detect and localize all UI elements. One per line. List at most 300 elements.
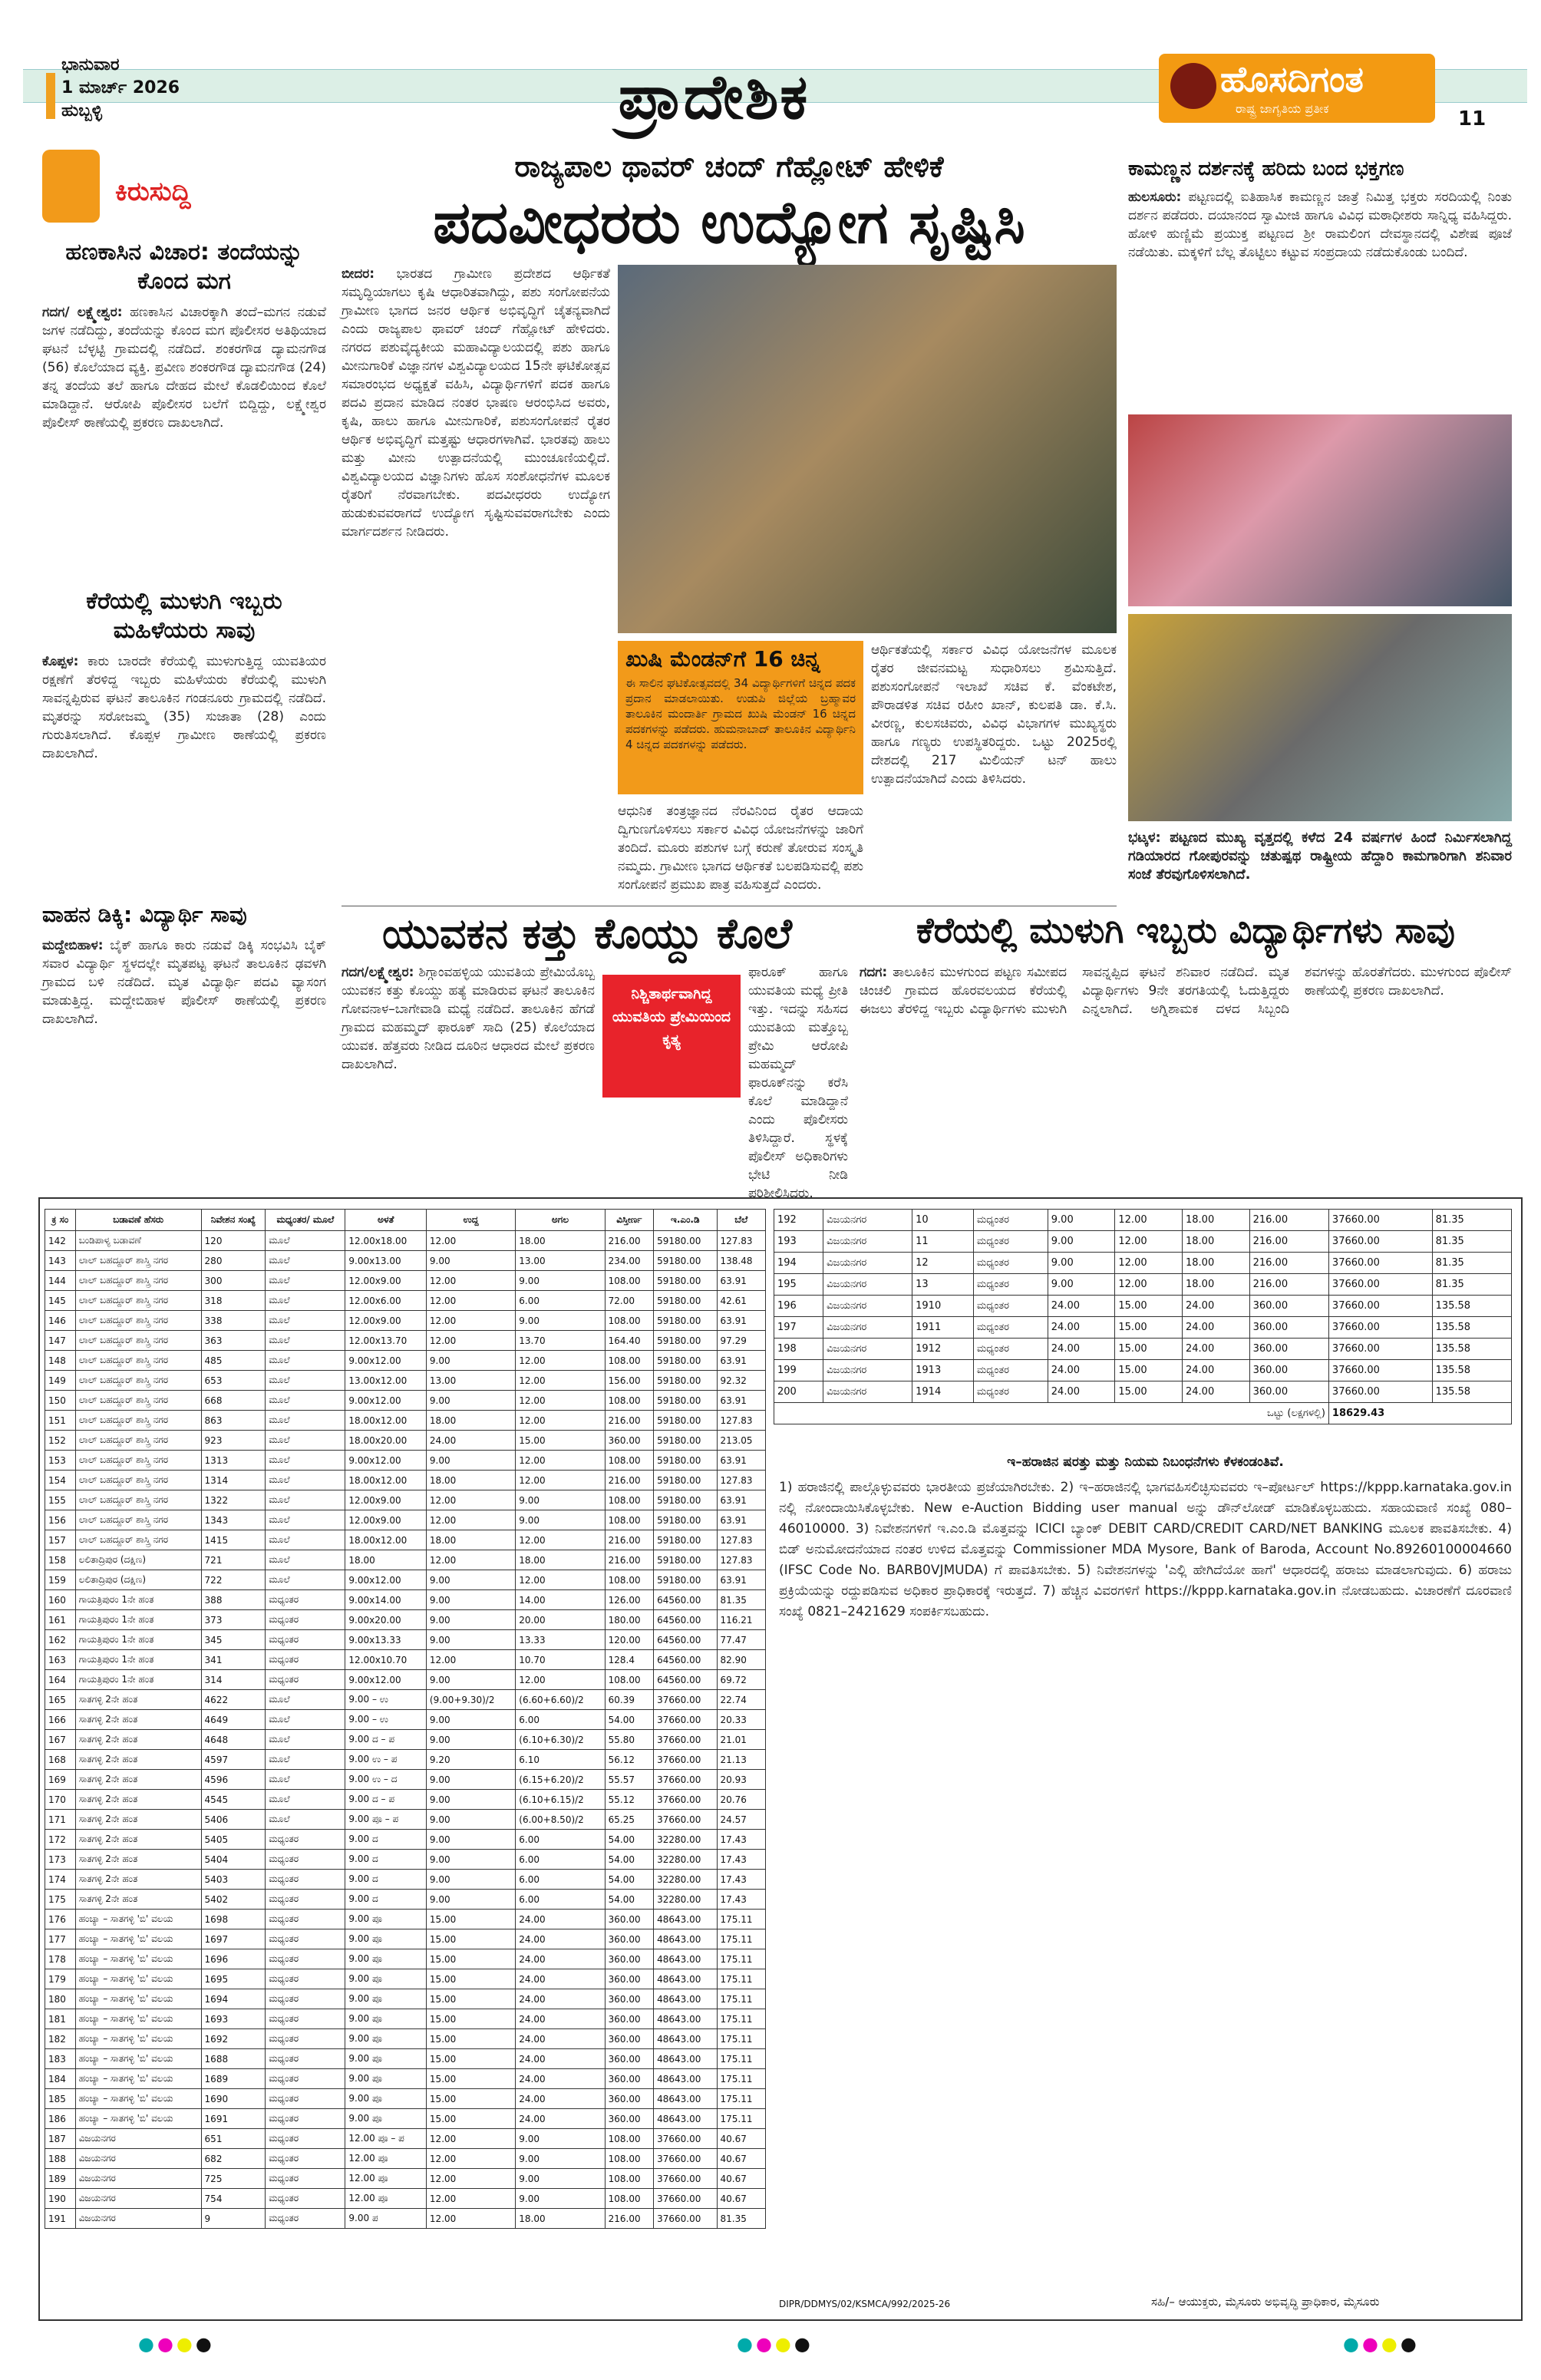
table-cell: 18.00	[426, 1411, 515, 1431]
table-cell: 314	[201, 1670, 266, 1690]
main-headline: ಪದವೀಧರರು ಉದ್ಯೋಗ ಸೃಷ್ಟಿಸಿ	[433, 188, 1025, 256]
table-cell: 360.00	[605, 1431, 653, 1451]
table-cell: 280	[201, 1251, 266, 1271]
table-cell: 12.00	[426, 1650, 515, 1670]
table-cell: 69.72	[717, 1670, 766, 1690]
table-cell: 5402	[201, 1890, 266, 1910]
table-cell: 12.00	[516, 1391, 605, 1411]
table-cell: 37660.00	[654, 2129, 717, 2149]
table-cell: 1322	[201, 1490, 266, 1510]
table-cell: 176	[45, 1910, 76, 1929]
table-cell: 48643.00	[654, 2109, 717, 2129]
table-cell: 12.00x13.70	[345, 1331, 427, 1351]
table-cell: 363	[201, 1331, 266, 1351]
table-cell: 9.00	[426, 1830, 515, 1850]
table-cell: ಹಂಚ್ಯಾ – ಸಾತಗಳ್ಳಿ 'ಬಿ' ವಲಯ	[75, 2029, 201, 2049]
table-cell: 216.00	[605, 1411, 653, 1431]
table-cell: 9.00	[426, 1351, 515, 1371]
table-cell: ಲಾಲ್ ಬಹದ್ದೂರ್ ಶಾಸ್ತ್ರಿ ನಗರ	[75, 1490, 201, 1510]
table-cell: 24.00	[1048, 1381, 1115, 1403]
table-cell: 135.58	[1432, 1360, 1511, 1381]
table-cell: 9.00x12.00	[345, 1351, 427, 1371]
table-cell: 54.00	[605, 1890, 653, 1910]
table-cell: 59180.00	[654, 1411, 717, 1431]
table-cell: 9.00	[426, 1251, 515, 1271]
table-cell: 63.91	[717, 1510, 766, 1530]
table-cell: 173	[45, 1850, 76, 1870]
table-cell: 12.00	[426, 2149, 515, 2169]
dateline-block	[61, 54, 180, 123]
table-cell: 59180.00	[654, 1331, 717, 1351]
table-cell: 360.00	[1249, 1339, 1328, 1360]
convocation-photo	[618, 265, 1117, 633]
table-cell: 59180.00	[654, 1311, 717, 1331]
table-row	[45, 1890, 766, 1910]
table-cell: 9	[201, 2209, 266, 2229]
table-cell: 12.00x9.00	[345, 1510, 427, 1530]
table-cell: ವಿಜಯನಗರ	[823, 1231, 912, 1253]
table-cell: 81.35	[1432, 1274, 1511, 1296]
table-row	[45, 1790, 766, 1810]
table-cell: ವಿಜಯನಗರ	[75, 2129, 201, 2149]
table-cell: ಮೂಲೆ	[266, 1690, 345, 1710]
table-cell: 48643.00	[654, 1949, 717, 1969]
table-cell: 388	[201, 1590, 266, 1610]
table-cell: ಲಾಲ್ ಬಹದ್ದೂರ್ ಶಾಸ್ತ್ರಿ ನಗರ	[75, 1331, 201, 1351]
table-cell: 48643.00	[654, 1910, 717, 1929]
table-cell: 1697	[201, 1929, 266, 1949]
table-cell: 15.00	[426, 1969, 515, 1989]
table-cell: ಹಂಚ್ಯಾ – ಸಾತಗಳ್ಳಿ 'ಬಿ' ವಲಯ	[75, 2009, 201, 2029]
table-cell: 360.00	[605, 1969, 653, 1989]
table-header: ಕ್ರ ಸಂ	[45, 1210, 76, 1231]
table-row	[45, 1830, 766, 1850]
drown-headline: ಕೆರೆಯಲ್ಲಿ ಮುಳುಗಿ ಇಬ್ಬರು ವಿದ್ಯಾರ್ಥಿಗಳು ಸಾವು	[916, 909, 1455, 951]
table-cell: 160	[45, 1590, 76, 1610]
table-cell: 48643.00	[654, 1929, 717, 1949]
table-cell: 186	[45, 2109, 76, 2129]
table-cell: 9.00	[516, 2189, 605, 2209]
table-cell: 48643.00	[654, 2009, 717, 2029]
table-cell: ಹಂಚ್ಯಾ – ಸಾತಗಳ್ಳಿ 'ಬಿ' ವಲಯ	[75, 1949, 201, 1969]
table-cell: 9.00 ಪೂ	[345, 2049, 427, 2069]
table-row	[45, 1550, 766, 1570]
table-cell: ಗಾಯತ್ರಿಪುರಂ 1ನೇ ಹಂತ	[75, 1610, 201, 1630]
khushi-title: ಖುಷಿ ಮೆಂಡನ್‌ಗೆ 16 ಚಿನ್ನ	[625, 646, 820, 672]
table-cell: 9.00	[516, 1311, 605, 1331]
table-cell: 12.00 ಪೂ – ಪ	[345, 2129, 427, 2149]
table-cell: 37660.00	[654, 1790, 717, 1810]
table-cell: 56.12	[605, 1750, 653, 1770]
table-cell: 9.00	[426, 1451, 515, 1471]
table-cell: 24.00	[516, 2109, 605, 2129]
table-cell: 24.00	[516, 2089, 605, 2109]
table-row	[45, 1371, 766, 1391]
murder-pullquote: ನಿಶ್ಚಿತಾರ್ಥವಾಗಿದ್ದ ಯುವತಿಯ ಪ್ರೇಮಿಯಿಂದ ಕೃತ್ಯ	[602, 975, 741, 1098]
table-cell: 12.00x18.00	[345, 1231, 427, 1251]
table-cell: 15.00	[516, 1431, 605, 1451]
table-cell: ಮೂಲೆ	[266, 1371, 345, 1391]
table-cell: 59180.00	[654, 1251, 717, 1271]
table-row	[45, 1989, 766, 2009]
table-row	[45, 2129, 766, 2149]
table-cell: 32280.00	[654, 1850, 717, 1870]
table-cell: 144	[45, 1271, 76, 1291]
table-cell: 9.00 ಪೂ	[345, 2029, 427, 2049]
table-cell: ಮಧ್ಯಂತರ	[266, 2109, 345, 2129]
table-cell: ಮೂಲೆ	[266, 1271, 345, 1291]
table-cell: 60.39	[605, 1690, 653, 1710]
table-cell: ಮೂಲೆ	[266, 1710, 345, 1730]
table-cell: 128.4	[605, 1650, 653, 1670]
table-cell: ಮೂಲೆ	[266, 1311, 345, 1331]
table-cell: ಲಾಲ್ ಬಹದ್ದೂರ್ ಶಾಸ್ತ್ರಿ ನಗರ	[75, 1391, 201, 1411]
table-cell: 12.00	[426, 2169, 515, 2189]
table-cell: 1688	[201, 2049, 266, 2069]
table-cell: ಸಾತಗಳ್ಳಿ 2ನೇ ಹಂತ	[75, 1750, 201, 1770]
table-cell: 9.00 ದ	[345, 1830, 427, 1850]
murder-headline: ಯುವಕನ ಕತ್ತು ಕೊಯ್ದು ಕೊಲೆ	[382, 909, 792, 958]
table-cell: ಮಧ್ಯಂತರ	[266, 1850, 345, 1870]
table-cell: 18.00	[1183, 1210, 1250, 1231]
table-cell: 157	[45, 1530, 76, 1550]
table-cell: 20.33	[717, 1710, 766, 1730]
table-cell: 10	[912, 1210, 974, 1231]
table-cell: ಮಧ್ಯಂತರ	[973, 1210, 1048, 1231]
table-cell: ಮೂಲೆ	[266, 1790, 345, 1810]
total-value: 18629.43	[1328, 1403, 1511, 1424]
table-cell: 11	[912, 1231, 974, 1253]
table-cell: 9.00	[426, 1770, 515, 1790]
table-header: ಬಡಾವಣೆ ಹೆಸರು	[75, 1210, 201, 1231]
table-cell: 1690	[201, 2089, 266, 2109]
table-cell: 32280.00	[654, 1830, 717, 1850]
table-cell: 216.00	[1249, 1253, 1328, 1274]
table-row	[774, 1296, 1512, 1317]
table-cell: 64560.00	[654, 1610, 717, 1630]
table-cell: 24.00	[1048, 1360, 1115, 1381]
table-cell: ಸಾತಗಳ್ಳಿ 2ನೇ ಹಂತ	[75, 1710, 201, 1730]
table-cell: 360.00	[605, 2089, 653, 2109]
logo-text: ಹೊಸದಿಗಂತ	[1220, 58, 1364, 100]
table-cell: 164	[45, 1670, 76, 1690]
table-cell: 12.00	[426, 1331, 515, 1351]
table-cell: 154	[45, 1471, 76, 1490]
table-cell: 148	[45, 1351, 76, 1371]
table-cell: 81.35	[1432, 1210, 1511, 1231]
table-row	[45, 2069, 766, 2089]
table-cell: 167	[45, 1730, 76, 1750]
khushi-body: ಈ ಸಾಲಿನ ಘಟಿಕೋತ್ಸವದಲ್ಲಿ 34 ವಿದ್ಯಾರ್ಥಿಗಳಿಗೆ ಚಿನ್ನದ ಪದಕ ಪ್ರದಾನ ಮಾಡಲಾಯಿತು. ಉಡುಪಿ ಜಿಲ್ಲೆಯ ಬ್ರಹ್ಮಾವರ ತಾಲೂಕಿನ ಮಂದಾರ್ತಿ ಗ್ರಾಮದ ಖುಷಿ ಮೆಂಡನ್ 16 ಚಿನ್ನದ ಪದಕಗಳನ್ನು ಪಡೆದರು. ಹುಮನಾಬಾದ್ ತಾಲೂಕಿನ ವಿದ್ಯಾರ್ಥಿನಿ 4 ಚಿನ್ನದ ಪದಕಗಳನ್ನು ಪಡೆದರು.	[625, 676, 856, 751]
table-cell: 108.00	[605, 1311, 653, 1331]
table-cell: 12.00	[426, 2129, 515, 2149]
table-cell: 54.00	[605, 1710, 653, 1730]
table-cell: 24.00	[1183, 1317, 1250, 1339]
table-cell: ಸಾತಗಳ್ಳಿ 2ನೇ ಹಂತ	[75, 1830, 201, 1850]
table-cell: 37660.00	[654, 1770, 717, 1790]
table-cell: 1912	[912, 1339, 974, 1360]
table-row	[45, 1770, 766, 1790]
table-cell: 360.00	[605, 2069, 653, 2089]
table-cell: 200	[774, 1381, 823, 1403]
table-cell: 9.00x12.00	[345, 1451, 427, 1471]
table-cell: 184	[45, 2069, 76, 2089]
table-cell: 22.74	[717, 1690, 766, 1710]
table-cell: 9.00	[516, 1510, 605, 1530]
table-cell: 360.00	[605, 1989, 653, 2009]
table-cell: 146	[45, 1311, 76, 1331]
table-cell: 153	[45, 1451, 76, 1471]
table-cell: ಮಧ್ಯಂತರ	[266, 1969, 345, 1989]
table-cell: ಸಾತಗಳ್ಳಿ 2ನೇ ಹಂತ	[75, 1890, 201, 1910]
table-cell: 181	[45, 2009, 76, 2029]
table-cell: 345	[201, 1630, 266, 1650]
table-cell: 116.21	[717, 1610, 766, 1630]
table-cell: 9.20	[426, 1750, 515, 1770]
table-cell: ಲಾಲ್ ಬಹದ್ದೂರ್ ಶಾಸ್ತ್ರಿ ನಗರ	[75, 1351, 201, 1371]
table-cell: 15.00	[1115, 1381, 1183, 1403]
table-cell: ಮಧ್ಯಂತರ	[266, 2149, 345, 2169]
table-cell: 18.00	[345, 1550, 427, 1570]
table-cell: 360.00	[605, 2049, 653, 2069]
total-label: ಒಟ್ಟು (ಲಕ್ಷಗಳಲ್ಲಿ)	[774, 1403, 1329, 1424]
table-cell: 175.11	[717, 2109, 766, 2129]
table-header: ಇ.ಎಂ.ಡಿ	[654, 1210, 717, 1231]
table-row	[45, 1311, 766, 1331]
table-cell: ಮೂಲೆ	[266, 1471, 345, 1490]
table-cell: 120.00	[605, 1630, 653, 1650]
table-cell: 721	[201, 1550, 266, 1570]
table-cell: 12.00	[426, 1311, 515, 1331]
table-cell: 166	[45, 1710, 76, 1730]
table-cell: ವಿಜಯನಗರ	[75, 2209, 201, 2229]
table-cell: 59180.00	[654, 1231, 717, 1251]
table-cell: 164.40	[605, 1331, 653, 1351]
table-cell: ಸಾತಗಳ್ಳಿ 2ನೇ ಹಂತ	[75, 1690, 201, 1710]
table-cell: 108.00	[605, 1570, 653, 1590]
table-row	[45, 1510, 766, 1530]
table-cell: 6.00	[516, 1850, 605, 1870]
table-cell: 171	[45, 1810, 76, 1830]
table-cell: 360.00	[1249, 1381, 1328, 1403]
table-cell: 651	[201, 2129, 266, 2149]
table-cell: ಮಧ್ಯಂತರ	[266, 1590, 345, 1610]
table-cell: 10.70	[516, 1650, 605, 1670]
table-cell: 81.35	[717, 1590, 766, 1610]
main-col4: ಆರ್ಥಿಕತೆಯಲ್ಲಿ ಸರ್ಕಾರ ವಿವಿಧ ಯೋಜನೆಗಳ ಮೂಲಕ ರೈತರ ಜೀವನಮಟ್ಟ ಸುಧಾರಿಸಲು ಶ್ರಮಿಸುತ್ತಿದೆ. ಪಶುಸಂಗೋಪನೆ ಇಲಾಖೆ ಸಚಿವ ಕೆ. ವೆಂಕಟೇಶ, ಪೌರಾಡಳಿತ ಸಚಿವ ರಹೀಂ ಖಾನ್, ಕುಲಪತಿ ಡಾ. ಕೆ.ಸಿ. ವೀರಣ್ಣ, ಕುಲಸಚಿವರು, ವಿವಿಧ ವಿಭಾಗಗಳ ಮುಖ್ಯಸ್ಥರು ಹಾಗೂ ಗಣ್ಯರು ಉಪಸ್ಥಿತರಿದ್ದರು. ಒಟ್ಟು 2025ರಲ್ಲಿ ದೇಶದಲ್ಲಿ 217 ಮಿಲಿಯನ್ ಟನ್ ಹಾಲು ಉತ್ಪಾದನೆಯಾಗಿದೆ ಎಂದು ತಿಳಿಸಿದರು.	[871, 642, 1117, 787]
table-cell: 216.00	[605, 1550, 653, 1570]
main-col3: ಆಧುನಿಕ ತಂತ್ರಜ್ಞಾನದ ನೆರವಿನಿಂದ ರೈತರ ಆದಾಯ ದ್ವಿಗುಣಗೊಳಿಸಲು ಸರ್ಕಾರ ವಿವಿಧ ಯೋಜನೆಗಳನ್ನು ಜಾರಿಗೆ ತಂದಿದೆ. ಮೂರು ಪಶುಗಳ ಬಗ್ಗೆ ಕರುಣೆ ತೋರುವ ಸಂಸ್ಕೃತಿ ನಮ್ಮದು. ಗ್ರಾಮೀಣ ಭಾಗದ ಆರ್ಥಿಕತೆ ಬಲಪಡಿಸುವಲ್ಲಿ ಪಶು ಸಂಗೋಪನೆ ಪ್ರಮುಖ ಪಾತ್ರ ವಹಿಸುತ್ತದೆ ಎಂದರು.	[618, 804, 863, 893]
table-cell: 12.00	[516, 1411, 605, 1431]
table-cell: ಹಂಚ್ಯಾ – ಸಾತಗಳ್ಳಿ 'ಬಿ' ವಲಯ	[75, 2089, 201, 2109]
table-cell: 1693	[201, 2009, 266, 2029]
table-cell: 65.25	[605, 1810, 653, 1830]
table-cell: 12.00x9.00	[345, 1311, 427, 1331]
table-cell: ಮಧ್ಯಂತರ	[266, 1610, 345, 1630]
table-cell: 13.33	[516, 1630, 605, 1650]
table-cell: 12.00	[1115, 1210, 1183, 1231]
table-cell: 37660.00	[1328, 1210, 1432, 1231]
table-cell: 216.00	[1249, 1231, 1328, 1253]
table-cell: 15.00	[426, 2009, 515, 2029]
table-row	[45, 1870, 766, 1890]
table-cell: 59180.00	[654, 1371, 717, 1391]
table-cell: 12.00	[426, 1271, 515, 1291]
table-cell: 175.11	[717, 1969, 766, 1989]
table-row	[45, 2169, 766, 2189]
table-cell: ಲಲಿತಾದ್ರಿಪುರ (ದಕ್ಷಿಣ)	[75, 1550, 201, 1570]
table-cell: 175.11	[717, 2029, 766, 2049]
table-cell: 216.00	[605, 1471, 653, 1490]
table-cell: 21.13	[717, 1750, 766, 1770]
table-cell: 1698	[201, 1910, 266, 1929]
table-row	[45, 1391, 766, 1411]
table-cell: 12.00 ಪೂ	[345, 2189, 427, 2209]
table-cell: ಸಾತಗಳ್ಳಿ 2ನೇ ಹಂತ	[75, 1810, 201, 1830]
table-cell: 9.00x12.00	[345, 1670, 427, 1690]
table-cell: 24.00	[516, 1969, 605, 1989]
table-header: ಅಗಲ	[516, 1210, 605, 1231]
table-row	[774, 1317, 1512, 1339]
table-cell: 59180.00	[654, 1490, 717, 1510]
table-cell: 54.00	[605, 1850, 653, 1870]
table-cell: 168	[45, 1750, 76, 1770]
table-cell: 12.00	[426, 1231, 515, 1251]
table-cell: 15.00	[426, 2109, 515, 2129]
brief2-text: ಕಾರು ಬಾರದೇ ಕೆರೆಯಲ್ಲಿ ಮುಳುಗುತ್ತಿದ್ದ ಯುವತಿಯರ ರಕ್ಷಣೆಗೆ ತೆರಳಿದ್ದ ಇಬ್ಬರು ಮಹಿಳೆಯರು ಕೆರೆಯಲ್ಲಿ ಮುಳುಗಿ ಸಾವನ್ನಪ್ಪಿರುವ ಘಟನೆ ತಾಲೂಕಿನ ಗಂಡನೂರು ಗ್ರಾಮದಲ್ಲಿ ನಡೆದಿದೆ. ಮೃತರನ್ನು ಸರೋಜಮ್ಮ (35) ಸುಜಾತಾ (28) ಎಂದು ಗುರುತಿಸಲಾಗಿದೆ. ಕೊಪ್ಪಳ ಗ್ರಾಮೀಣ ಠಾಣೆಯಲ್ಲಿ ಪ್ರಕರಣ ದಾಖಲಾಗಿದೆ.	[42, 654, 326, 761]
table-cell: 234.00	[605, 1251, 653, 1271]
table-cell: 9.00	[426, 1810, 515, 1830]
table-cell: 81.35	[717, 2209, 766, 2229]
table-cell: ಲಾಲ್ ಬಹದ್ದೂರ್ ಶಾಸ್ತ್ರಿ ನಗರ	[75, 1431, 201, 1451]
table-cell: ಮೂಲೆ	[266, 1770, 345, 1790]
table-cell: 5403	[201, 1870, 266, 1890]
table-cell: 108.00	[605, 1670, 653, 1690]
table-cell: 12.00x9.00	[345, 1490, 427, 1510]
brief2-body	[42, 652, 326, 890]
table-cell: 127.83	[717, 1471, 766, 1490]
table-cell: ಮಧ್ಯಂತರ	[266, 1949, 345, 1969]
table-cell: 199	[774, 1360, 823, 1381]
table-cell: ಮೂಲೆ	[266, 1730, 345, 1750]
registration-marks: ●●●●	[737, 2333, 813, 2355]
table-cell: 198	[774, 1339, 823, 1360]
table-cell: ಬಂಡಿಪಾಳ್ಯ ಬಡಾವಣೆ	[75, 1231, 201, 1251]
table-header: ಬೆಲೆ	[717, 1210, 766, 1231]
table-cell: 4622	[201, 1690, 266, 1710]
table-cell: 54.00	[605, 1870, 653, 1890]
table-cell: 360.00	[605, 1949, 653, 1969]
table-cell: 18.00	[426, 1471, 515, 1490]
table-cell: ಮಧ್ಯಂತರ	[973, 1253, 1048, 1274]
table-cell: 135.58	[1432, 1317, 1511, 1339]
table-cell: 12.00	[426, 2189, 515, 2209]
table-row	[45, 1411, 766, 1431]
table-cell: ಮಧ್ಯಂತರ	[266, 2209, 345, 2229]
table-cell: 15.00	[426, 2069, 515, 2089]
table-cell: ಮೂಲೆ	[266, 1810, 345, 1830]
table-cell: 156.00	[605, 1371, 653, 1391]
table-row	[45, 2189, 766, 2209]
table-cell: 9.00x13.33	[345, 1630, 427, 1650]
table-cell: 12.00	[516, 1351, 605, 1371]
table-cell: 668	[201, 1391, 266, 1411]
table-cell: 9.00x12.00	[345, 1570, 427, 1590]
table-cell: 15.00	[1115, 1360, 1183, 1381]
table-cell: 923	[201, 1431, 266, 1451]
table-cell: 18.00	[426, 1530, 515, 1550]
table-cell: 5406	[201, 1810, 266, 1830]
table-cell: 12.00	[1115, 1274, 1183, 1296]
table-cell: 373	[201, 1610, 266, 1630]
table-cell: ಮಧ್ಯಂತರ	[973, 1360, 1048, 1381]
table-cell: ಹಂಚ್ಯಾ – ಸಾತಗಳ್ಳಿ 'ಬಿ' ವಲಯ	[75, 2109, 201, 2129]
table-cell: 18.00	[516, 2209, 605, 2229]
table-row	[45, 1490, 766, 1510]
table-header: ಉದ್ದ	[426, 1210, 515, 1231]
auction-table-right	[774, 1209, 1512, 1424]
table-cell: 9.00 – ಉ	[345, 1690, 427, 1710]
table-row	[45, 1690, 766, 1710]
table-cell: 42.61	[717, 1291, 766, 1311]
table-cell: 180.00	[605, 1610, 653, 1630]
table-cell: ಮಧ್ಯಂತರ	[266, 1630, 345, 1650]
table-cell: 722	[201, 1570, 266, 1590]
table-cell: ಮಧ್ಯಂತರ	[266, 1890, 345, 1910]
table-cell: 15.00	[1115, 1296, 1183, 1317]
table-cell: ಲಾಲ್ ಬಹದ್ದೂರ್ ಶಾಸ್ತ್ರಿ ನಗರ	[75, 1311, 201, 1331]
table-row	[45, 1351, 766, 1371]
table-cell: 1689	[201, 2069, 266, 2089]
table-cell: 24.00	[1183, 1360, 1250, 1381]
table-cell: ಮೂಲೆ	[266, 1251, 345, 1271]
table-cell: 37660.00	[654, 1750, 717, 1770]
table-cell: 15.00	[426, 1989, 515, 2009]
terms-title: ಇ–ಹರಾಜಿನ ಷರತ್ತು ಮತ್ತು ನಿಯಮ ನಿಬಂಧನೆಗಳು ಕೆಳಕಂಡಂತಿವೆ.	[1007, 1454, 1284, 1470]
table-cell: ಮೂಲೆ	[266, 1291, 345, 1311]
table-cell: 338	[201, 1311, 266, 1331]
table-cell: 15.00	[1115, 1339, 1183, 1360]
table-row	[45, 1810, 766, 1830]
table-cell: 360.00	[1249, 1317, 1328, 1339]
table-cell: 1695	[201, 1969, 266, 1989]
table-cell: 9.00	[426, 1391, 515, 1411]
brief3-dateline: ಮದ್ದೇಬಿಹಾಳ:	[42, 938, 104, 953]
table-cell: 653	[201, 1371, 266, 1391]
table-cell: 1696	[201, 1949, 266, 1969]
table-cell: 32280.00	[654, 1870, 717, 1890]
table-cell: ವಿಜಯನಗರ	[823, 1296, 912, 1317]
table-cell: 48643.00	[654, 1969, 717, 1989]
table-row	[45, 1730, 766, 1750]
table-cell: 863	[201, 1411, 266, 1431]
table-cell: 108.00	[605, 2189, 653, 2209]
table-cell: 4545	[201, 1790, 266, 1810]
table-cell: ಮೂಲೆ	[266, 1451, 345, 1471]
table-cell: 9.00	[1048, 1231, 1115, 1253]
table-cell: 59180.00	[654, 1510, 717, 1530]
table-cell: 18.00x12.00	[345, 1471, 427, 1490]
table-cell: 12.00 ಪೂ	[345, 2149, 427, 2169]
table-cell: 12.00	[516, 1451, 605, 1471]
table-cell: 12.00	[516, 1530, 605, 1550]
table-cell: ಮಧ್ಯಂತರ	[973, 1231, 1048, 1253]
table-cell: ಮೂಲೆ	[266, 1530, 345, 1550]
table-cell: ಮಧ್ಯಂತರ	[266, 2069, 345, 2089]
dipr-code: DIPR/DDMYS/02/KSMCA/992/2025-26	[779, 2299, 951, 2309]
table-cell: 63.91	[717, 1271, 766, 1291]
table-cell: ಮೂಲೆ	[266, 1510, 345, 1530]
